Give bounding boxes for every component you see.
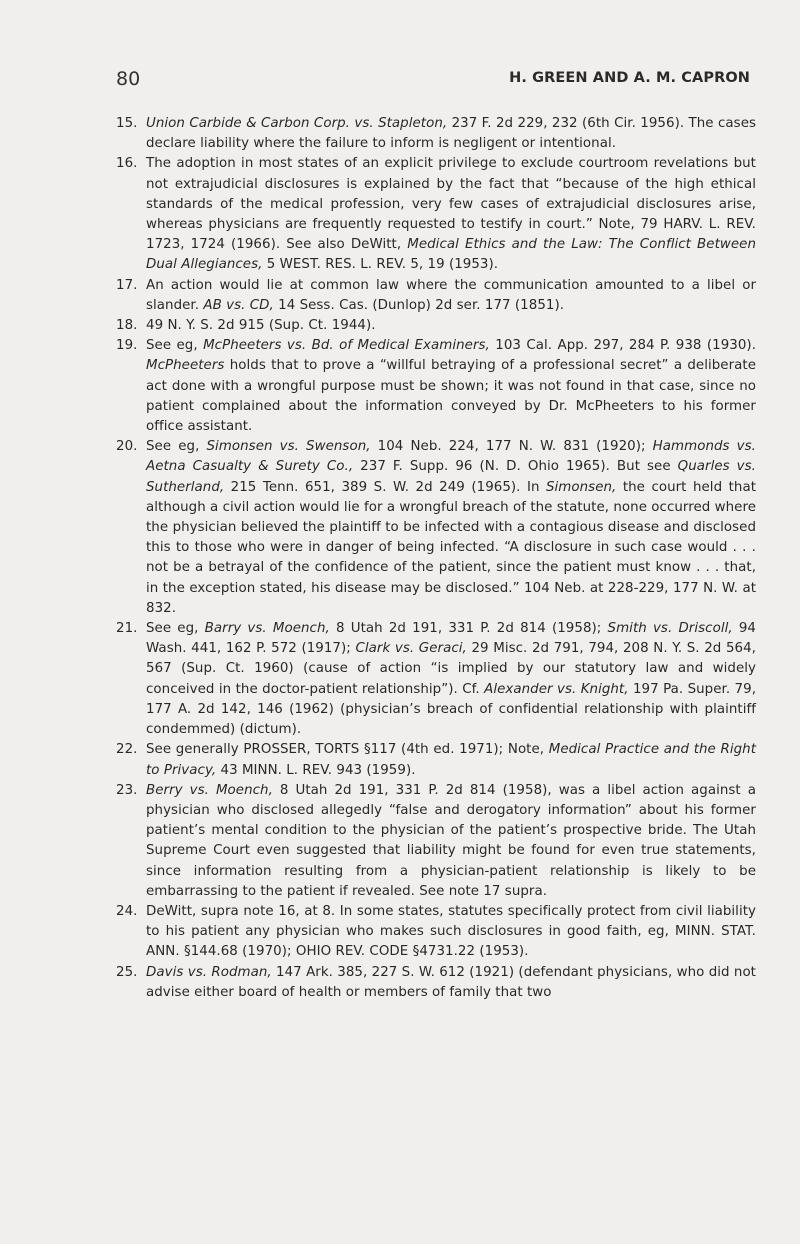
case-citation: AB vs. CD, [203, 297, 274, 313]
case-citation: Simonsen vs. Swenson, [206, 439, 371, 455]
case-citation: Barry vs. Moench, [204, 621, 330, 637]
endnote-text [146, 783, 756, 899]
case-citation: Hammonds vs. Aetna Casualty & Surety Co., [146, 439, 756, 475]
endnote-text [146, 621, 756, 737]
note-text-segment: See generally PROSSER, TORTS §117 (4th ed. 1971); Note, [146, 742, 549, 758]
endnote-text [146, 278, 756, 313]
case-citation: Smith vs. Driscoll, [607, 621, 733, 637]
endnote-number: 25. [116, 964, 138, 980]
note-text-segment: An action would lie at common law where the communication amounted to a libel or slander. [146, 277, 756, 313]
note-text-segment: 147 Ark. 385, 227 S. W. 612 (1921) (defendant physicians, who did not advise either board of health or members of family that two [146, 964, 756, 1000]
note-text-segment: 237 F. 2d 229, 232 (6th Cir. 1956). The cases declare liability where the failure to inform is negligent or intentional. [146, 116, 757, 152]
note-text-segment: holds that to prove a “willful betraying of a professional secret” a deliberate act done with a wrongful purpose must be shown; it was not found in that case, since no patient complained about the information conveyed by Dr. McPheeters to his former office assistant. [146, 358, 756, 435]
case-citation: Berry vs. Moench, [146, 782, 273, 798]
case-citation: Davis vs. Rodman, [146, 964, 272, 980]
endnote-text [146, 904, 756, 959]
endnote [116, 781, 756, 902]
note-text-segment: 8 Utah 2d 191, 331 P. 2d 814 (1958); [329, 621, 608, 637]
note-text-segment: See eg, [146, 439, 207, 455]
endnote [116, 114, 756, 154]
note-text-segment: 94 Wash. 441, 162 P. 572 (1917); [146, 621, 756, 657]
endnote-text [146, 742, 756, 777]
endnote-number: 19. [116, 338, 138, 354]
endnote-text [146, 156, 756, 272]
case-citation: Simonsen, [545, 479, 617, 495]
endnote [116, 154, 756, 275]
endnote-text [146, 965, 756, 1000]
endnote-text [146, 338, 756, 434]
note-text-segment: 237 F. Supp. 96 (N. D. Ohio 1965). But see [353, 459, 678, 475]
case-citation: Clark vs. Geraci, [355, 641, 467, 657]
endnote-text [146, 318, 376, 333]
case-citation: McPheeters vs. Bd. of Medical Examiners, [203, 338, 490, 354]
note-text-segment: 29 Misc. 2d 791, 794, 208 N. Y. S. 2d 564, 567 (Sup. Ct. 1960) (cause of action “is implied by our statutory law and widely conceived in the doctor-patient relationship”). Cf. [146, 641, 756, 697]
note-text-segment: 14 Sess. Cas. (Dunlop) 2d ser. 177 (1851). [273, 297, 565, 313]
note-text-segment: 103 Cal. App. 297, 284 P. 938 (1930). [489, 338, 756, 354]
running-head-authors: H. GREEN AND A. M. CAPRON [509, 70, 750, 86]
note-text-segment: 104 Neb. 224, 177 N. W. 831 (1920); [370, 439, 653, 455]
endnote-number: 15. [116, 116, 138, 131]
endnote-number: 24. [116, 903, 138, 919]
page-header [116, 68, 750, 94]
note-text-segment: 215 Tenn. 651, 389 S. W. 2d 249 (1965). In [224, 479, 546, 495]
endnote [116, 619, 756, 740]
note-text-segment: See eg, [146, 338, 204, 354]
endnote-number: 18. [116, 318, 138, 334]
page-number: 80 [116, 68, 141, 90]
note-text-segment: See eg, [146, 621, 205, 637]
endnote [116, 336, 756, 437]
endnote-number: 17. [116, 277, 138, 293]
endnote [116, 276, 756, 316]
note-text-segment: 5 WEST. RES. L. REV. 5, 19 (1953). [262, 257, 499, 273]
case-citation: Quarles vs. Sutherland, [146, 459, 756, 495]
note-text-segment: 43 MINN. L. REV. 943 (1959). [216, 762, 416, 778]
case-citation: Alexander vs. Knight, [484, 681, 629, 697]
endnote-number: 20. [116, 439, 138, 455]
endnote-number: 23. [116, 782, 138, 798]
note-text-segment: the court held that although a civil action would lie for a wrongful breach of the statute, none occurred where the physician believed the plaintiff to be infected with a contagious disease and disclosed this to those who were in danger of being infected. “A disclosure in such case would . . . not be a betrayal of the confidence of the patient, since the patient must know . . . that, in the exception stated, his disease may be disclosed.” 104 Neb. at 228-229, 177 N. W. at 832. [146, 479, 756, 616]
endnote [116, 437, 756, 619]
note-text-segment: The adoption in most states of an explicit privilege to exclude courtroom revelations but not extrajudicial disclosures is explained by the fact that “because of the high ethical standards of the medical profession, very few cases of extrajudicial disclosures arise, whereas physicians are frequently requested to testify in court.” Note, 79 HARV. L. REV. 1723, 1724 (1966). See also DeWitt, [146, 156, 756, 253]
case-citation: Medical Practice and the Right to Privacy, [146, 742, 756, 778]
endnotes-list [116, 114, 756, 1003]
endnote-number: 16. [116, 156, 138, 172]
note-text-segment: 197 Pa. Super. 79, 177 A. 2d 142, 146 (1962) (physician’s breach of confidential relationship with plaintiff condemmed) (dictum). [146, 681, 756, 738]
note-text-segment: 8 Utah 2d 191, 331 P. 2d 814 (1958), was a libel action against a physician who disclosed allegedly “false and derogatory information” about his former patient’s mental condition to the physician of the patient’s prospective bride. The Utah Supreme Court even suggested that liability might be found for even true statements, since information resulting from a physician-patient relationship is likely to be embarrassing to the patient if revealed. See note 17 supra. [146, 782, 756, 899]
case-citation: Medical Ethics and the Law: The Conflict Between Dual Allegiances, [146, 237, 756, 273]
note-text-segment: 49 N. Y. S. 2d 915 (Sup. Ct. 1944). [146, 318, 376, 334]
case-citation: McPheeters [146, 358, 225, 374]
case-citation: Union Carbide & Carbon Corp. vs. Stapleton, [146, 116, 448, 131]
endnote-number: 21. [116, 621, 138, 637]
endnote [116, 902, 756, 963]
endnote [116, 316, 756, 336]
endnote-text [146, 439, 756, 616]
endnote-number: 22. [116, 742, 138, 758]
endnote [116, 740, 756, 780]
note-text-segment: DeWitt, supra note 16, at 8. In some states, statutes specifically protect from civil liability to his patient any physician who makes such disclosures in good faith, eg, MINN. STAT. ANN. §144.68 (1970); OHIO REV. CODE §4731.22 (1953). [146, 903, 756, 960]
endnote-text [146, 116, 756, 151]
endnote [116, 963, 756, 1003]
